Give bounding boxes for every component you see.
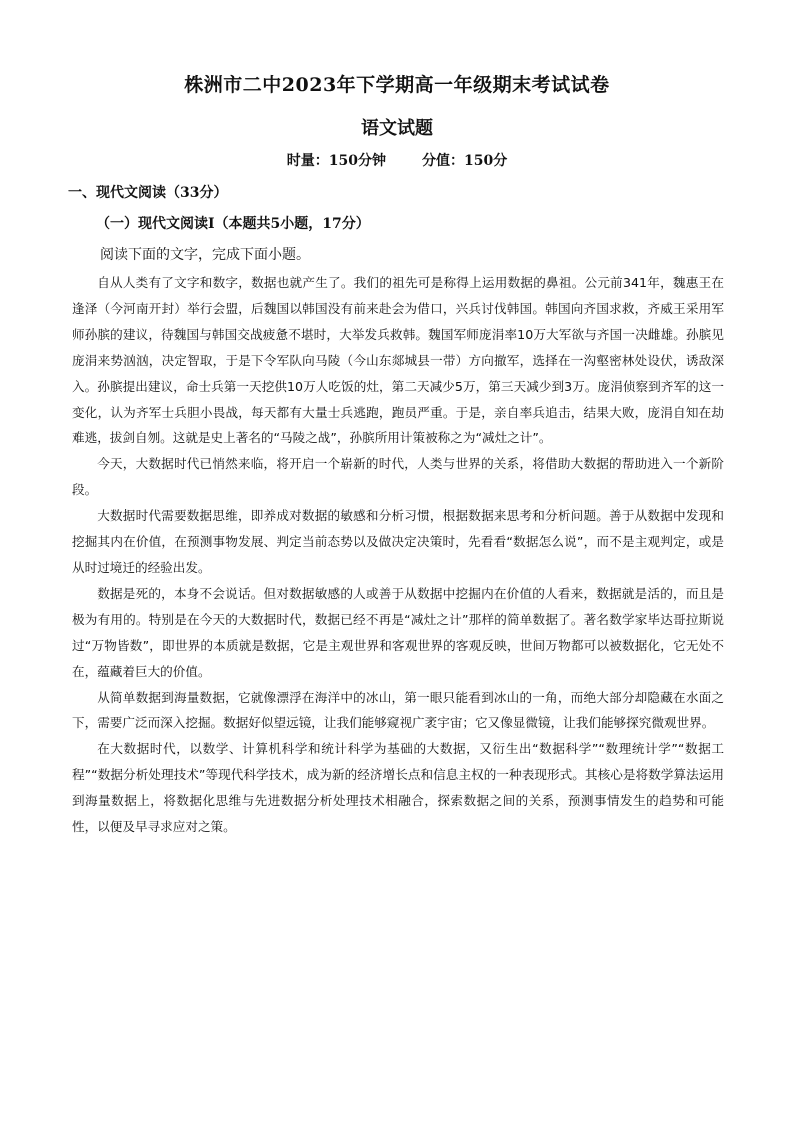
total-score: 分值：150分	[422, 153, 508, 169]
passage-paragraph-4: 数据是死的，本身不会说话。但对数据敏感的人或善于从数据中挖掘内在价值的人看来，数据就是活的，而且是极为有用的。特别是在今天的大数据时代，数据已经不再是“减灶之计”那样的简单数据了。著名数学家毕达哥拉斯说过“万物皆数”，即世界的本质就是数据，它是主观世界和客观世界的客观反映，世间万物都可以被数据化，它无处不在，蕴藏着巨大的价值。	[72, 585, 724, 679]
exam-subject: 语文试题	[361, 118, 433, 139]
passage-paragraph-2: 今天，大数据时代已悄然来临，将开启一个崭新的时代，人类与世界的关系，将借助大数据的帮助进入一个新阶段。	[72, 456, 724, 498]
reading-instruction: 阅读下面的文字，完成下面小题。	[100, 247, 310, 263]
passage-paragraph-3: 大数据时代需要数据思维，即养成对数据的敏感和分析习惯，根据数据来思考和分析问题。善于从数据中发现和挖掘其内在价值，在预测事物发展、判定当前态势以及做决定决策时，先看看“数据怎么说”，而不是主观判定，或是从时过境迁的经验出发。	[72, 508, 724, 575]
exam-meta	[0, 150, 794, 170]
passage-paragraph-1: 自从人类有了文字和数字，数据也就产生了。我们的祖先可是称得上运用数据的鼻祖。公元前341年，魏惠王在逢泽（今河南开封）举行会盟，后魏国以韩国没有前来赴会为借口，兴兵讨伐韩国。韩国向齐国求救，齐威王采用军师孙膑的建议，待魏国与韩国交战疲惫不堪时，大举发兵救韩。魏国军师庞涓率10万大军欲与齐国一决雌雄。孙膑见庞涓来势汹汹，决定智取，于是下令军队向马陵（今山东郯城县一带）方向撤军，选择在一沟壑密林处设伏，诱敌深入。孙膑提出建议，命士兵第一天挖供10万人吃饭的灶，第二天减少5万，第三天减少到3万。庞涓侦察到齐军的这一变化，认为齐军士兵胆小畏战，每天都有大量士兵逃跑，跑员严重。于是，亲自率兵追击，结果大败，庞涓自知在劫难逃，拔剑自刎。这就是史上著名的“马陵之战”，孙膑所用计策被称之为“减灶之计”。	[72, 275, 724, 446]
passage-paragraph-5: 从简单数据到海量数据，它就像漂浮在海洋中的冰山，第一眼只能看到冰山的一角，而绝大部分却隐藏在水面之下，需要广泛而深入挖掘。数据好似望远镜，让我们能够窥视广袤宇宙；它又像显微镜，让我们能够探究微观世界。	[72, 689, 724, 731]
reading-passage	[72, 270, 724, 840]
section-heading: 一、现代文阅读（33分）	[68, 185, 228, 201]
time-limit: 时量：150分钟	[286, 153, 386, 169]
passage-paragraph-6: 在大数据时代，以数学、计算机科学和统计科学为基础的大数据，又衍生出“数据科学”“数理统计学”“数据工程”“数据分析处理技术”等现代科学技术，成为新的经济增长点和信息主权的一种表现形式。其核心是将数学算法运用到海量数据上，将数据化思维与先进数据分析处理技术相融合，探索数据之间的关系，预测事情发生的趋势和可能性，以便及早寻求应对之策。	[72, 741, 724, 835]
exam-title: 株洲市二中2023年下学期高一年级期末考试试卷	[184, 74, 610, 96]
subsection-heading: （一）现代文阅读Ⅰ（本题共5小题，17分）	[96, 216, 370, 232]
